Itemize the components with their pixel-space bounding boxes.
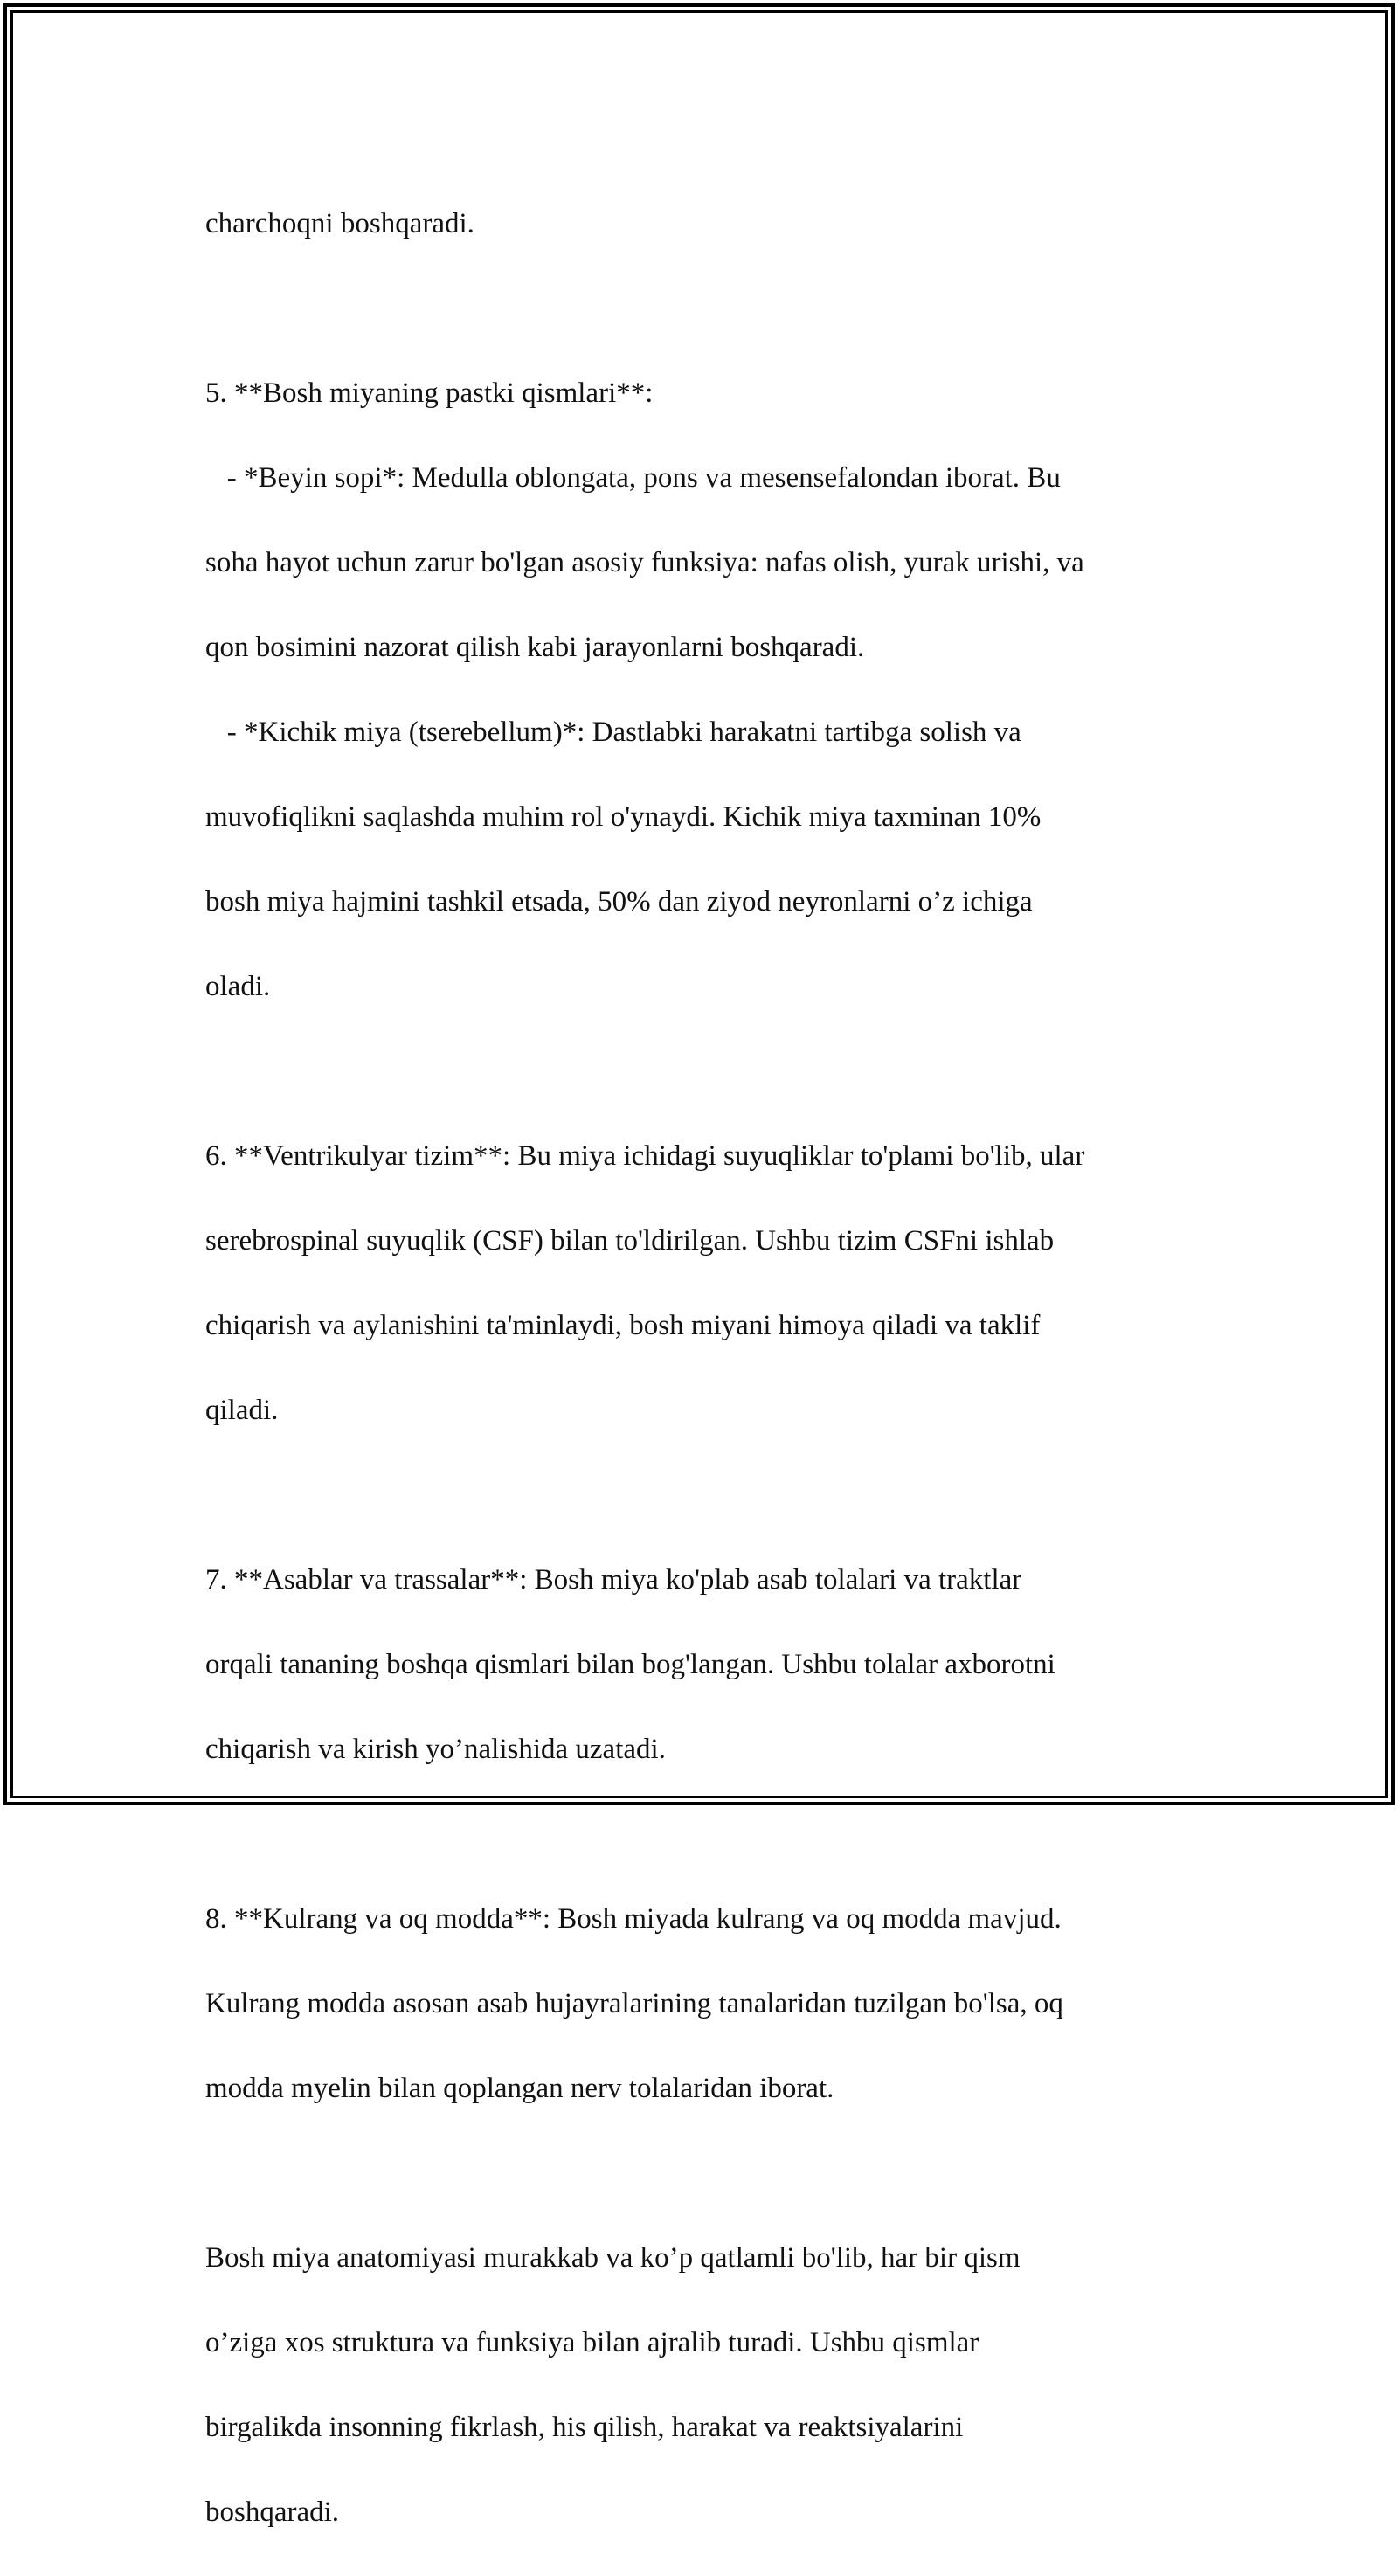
text-line: qon bosimini nazorat qilish kabi jarayonlarni boshqaradi. <box>205 631 865 663</box>
text-line: soha hayot uchun zarur bo'lgan asosiy funksiya: nafas olish, yurak urishi, va <box>205 546 1084 578</box>
text-line: - *Beyin sopi*: Medulla oblongata, pons va mesensefalondan iborat. Bu <box>205 461 1061 494</box>
text-line: serebrospinal suyuqlik (CSF) bilan to'ldirilgan. Ushbu tizim CSFni ishlab <box>205 1224 1055 1257</box>
text-line: muvofiqlikni saqlashda muhim rol o'ynaydi. Kichik miya taxminan 10% <box>205 800 1042 833</box>
section-5-heading: 5. **Bosh miyaning pastki qismlari**: <box>205 377 654 409</box>
conclusion-line: boshqaradi. <box>205 2496 340 2528</box>
text-line: Kulrang modda asosan asab hujayralarining tanalaridan tuzilgan bo'lsa, oq <box>205 1987 1063 2019</box>
blank-line <box>205 287 1210 330</box>
conclusion-line: Bosh miya anatomiyasi murakkab va ko’p qatlamli bo'lib, har bir qism <box>205 2241 1021 2274</box>
document-body <box>205 160 1210 2576</box>
blank-line <box>205 2152 1210 2195</box>
text-line: orqali tananing boshqa qismlari bilan bog'langan. Ushbu tolalar axborotni <box>205 1648 1055 1680</box>
conclusion-line: o’ziga xos struktura va funksiya bilan ajralib turadi. Ushbu qismlar <box>205 2326 979 2358</box>
section-6-heading: 6. **Ventrikulyar tizim**: Bu miya ichidagi suyuqliklar to'plami bo'lib, ular <box>205 1139 1085 1172</box>
text-line: - *Kichik miya (tserebellum)*: Dastlabki harakatni tartibga solish va <box>205 716 1021 748</box>
section-7-heading: 7. **Asablar va trassalar**: Bosh miya ko'plab asab tolalari va traktlar <box>205 1563 1022 1596</box>
text-line: chiqarish va kirish yo’nalishida uzatadi. <box>205 1733 666 1765</box>
blank-line <box>205 1813 1210 1856</box>
conclusion-line: birgalikda insonning fikrlash, his qilish, harakat va reaktsiyalarini <box>205 2411 964 2443</box>
text-line: oladi. <box>205 970 271 1002</box>
text-line: qiladi. <box>205 1394 279 1426</box>
section-8-heading: 8. **Kulrang va oq modda**: Bosh miyada kulrang va oq modda mavjud. <box>205 1902 1062 1935</box>
blank-line <box>205 1050 1210 1093</box>
text-line: bosh miya hajmini tashkil etsada, 50% dan ziyod neyronlarni o’z ichiga <box>205 885 1033 918</box>
blank-line <box>205 1474 1210 1517</box>
text-line: charchoqni boshqaradi. <box>205 207 474 239</box>
text-line: modda myelin bilan qoplangan nerv tolalaridan iborat. <box>205 2072 834 2104</box>
text-line: chiqarish va aylanishini ta'minlaydi, bosh miyani himoya qiladi va taklif <box>205 1309 1041 1341</box>
